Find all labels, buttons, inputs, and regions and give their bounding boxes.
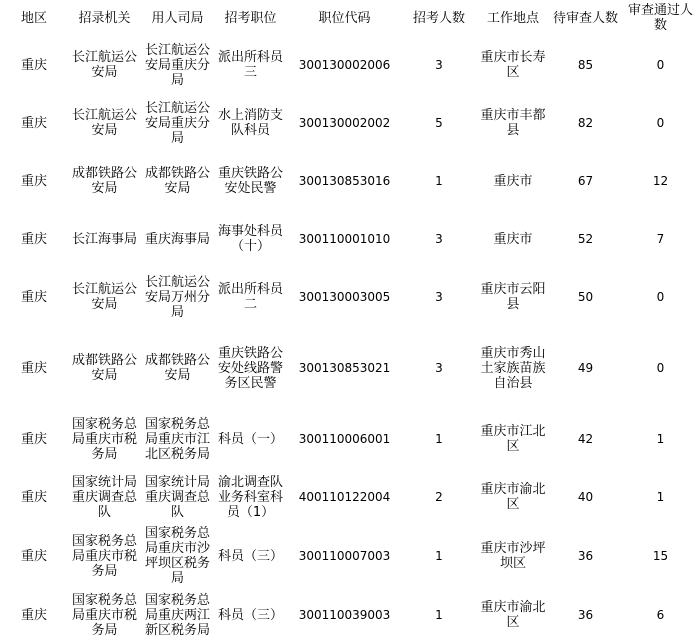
- cell-work-location: 重庆市江北区: [480, 424, 546, 454]
- cell-position: 科员（三）: [217, 607, 283, 623]
- header-position-code: 职位代码: [318, 10, 371, 26]
- cell-region: 重庆: [20, 607, 47, 623]
- cell-region: 重庆: [20, 115, 47, 131]
- header-position: 招考职位: [224, 10, 277, 26]
- cell-region: 重庆: [20, 173, 47, 189]
- cell-pending-count: 36: [577, 607, 594, 622]
- cell-quota: 3: [435, 360, 443, 375]
- cell-work-location: 重庆市渝北区: [480, 482, 546, 512]
- cell-recruiting-agency: 长江海事局: [71, 231, 137, 247]
- table-row: [0, 526, 700, 586]
- cell-position-code: 300130002006: [298, 57, 391, 72]
- cell-quota: 5: [435, 115, 443, 130]
- cell-work-location: 重庆市云阳县: [480, 282, 546, 312]
- cell-position-code: 300130853016: [298, 173, 391, 188]
- cell-position-code: 300130853021: [298, 360, 391, 375]
- cell-recruiting-agency: 国家统计局重庆调查总队: [71, 474, 137, 520]
- cell-hiring-department: 长江航运公安局万州分局: [144, 274, 210, 320]
- cell-hiring-department: 国家税务总局重庆市江北区税务局: [144, 416, 210, 462]
- cell-region: 重庆: [20, 548, 47, 564]
- cell-position-code: 300110006001: [298, 431, 391, 446]
- cell-pending-count: 82: [577, 115, 594, 130]
- table-row: [0, 468, 700, 526]
- cell-pending-count: 42: [577, 431, 594, 446]
- cell-region: 重庆: [20, 289, 47, 305]
- table-row: [0, 586, 700, 644]
- cell-quota: 3: [435, 57, 443, 72]
- cell-quota: 1: [435, 431, 443, 446]
- cell-position-code: 300110001010: [298, 231, 391, 246]
- cell-recruiting-agency: 长江航运公安局: [71, 50, 137, 80]
- table-row: [0, 210, 700, 268]
- cell-approved-count: 0: [656, 360, 665, 375]
- cell-hiring-department: 成都铁路公安局: [144, 166, 210, 196]
- cell-pending-count: 50: [577, 289, 594, 304]
- cell-pending-count: 85: [577, 57, 594, 72]
- cell-work-location: 重庆市: [493, 173, 533, 189]
- cell-work-location: 重庆市秀山土家族苗族自治县: [480, 345, 546, 391]
- header-hiring-department: 用人司局: [151, 10, 204, 26]
- cell-pending-count: 52: [577, 231, 594, 246]
- header-pending-count: 待审查人数: [552, 10, 618, 26]
- cell-quota: 3: [435, 289, 443, 304]
- cell-approved-count: 1: [656, 431, 665, 446]
- cell-hiring-department: 国家税务总局重庆两江新区税务局: [144, 592, 210, 638]
- cell-hiring-department: 长江航运公安局重庆分局: [144, 100, 210, 146]
- cell-work-location: 重庆市沙坪坝区: [480, 541, 546, 571]
- cell-recruiting-agency: 成都铁路公安局: [71, 353, 137, 383]
- cell-quota: 2: [435, 489, 443, 504]
- cell-recruiting-agency: 国家税务总局重庆市税务局: [71, 533, 137, 579]
- header-approved-count: 审查通过人数: [627, 3, 693, 33]
- cell-quota: 3: [435, 231, 443, 246]
- cell-position-code: 400110122004: [298, 489, 391, 504]
- cell-quota: 1: [435, 548, 443, 563]
- table-row: [0, 36, 700, 94]
- cell-quota: 1: [435, 173, 443, 188]
- cell-recruiting-agency: 国家税务总局重庆市税务局: [71, 592, 137, 638]
- cell-position: 水上消防支队科员: [217, 108, 283, 138]
- cell-recruiting-agency: 国家税务总局重庆市税务局: [71, 416, 137, 462]
- cell-region: 重庆: [20, 489, 47, 505]
- cell-work-location: 重庆市长寿区: [480, 50, 546, 80]
- cell-hiring-department: 成都铁路公安局: [144, 353, 210, 383]
- cell-approved-count: 6: [656, 607, 665, 622]
- cell-region: 重庆: [20, 57, 47, 73]
- cell-approved-count: 12: [652, 173, 669, 188]
- cell-pending-count: 49: [577, 360, 594, 375]
- cell-approved-count: 15: [652, 548, 669, 563]
- cell-work-location: 重庆市渝北区: [480, 600, 546, 630]
- cell-position: 重庆铁路公安处民警: [217, 166, 283, 196]
- cell-position-code: 300130003005: [298, 289, 391, 304]
- cell-hiring-department: 国家统计局重庆调查总队: [144, 474, 210, 520]
- cell-region: 重庆: [20, 360, 47, 376]
- cell-recruiting-agency: 长江航运公安局: [71, 282, 137, 312]
- table-row: [0, 268, 700, 326]
- cell-work-location: 重庆市: [493, 231, 533, 247]
- header-quota: 招考人数: [412, 10, 465, 26]
- cell-position: 派出所科员三: [217, 50, 283, 80]
- cell-approved-count: 1: [656, 489, 665, 504]
- cell-position-code: 300110007003: [298, 548, 391, 563]
- cell-hiring-department: 重庆海事局: [144, 231, 210, 247]
- cell-position-code: 300130002002: [298, 115, 391, 130]
- cell-region: 重庆: [20, 431, 47, 447]
- header-work-location: 工作地点: [486, 10, 539, 26]
- cell-position: 重庆铁路公安处线路警务区民警: [217, 345, 283, 391]
- cell-pending-count: 40: [577, 489, 594, 504]
- cell-approved-count: 7: [656, 231, 665, 246]
- table-row: [0, 94, 700, 152]
- cell-work-location: 重庆市丰都县: [480, 108, 546, 138]
- cell-pending-count: 67: [577, 173, 594, 188]
- table-row: [0, 410, 700, 468]
- cell-hiring-department: 国家税务总局重庆市沙坪坝区税务局: [144, 526, 210, 586]
- cell-position: 渝北调查队业务科室科员（1）: [217, 474, 283, 520]
- cell-position: 海事处科员（十）: [217, 224, 283, 254]
- header-recruiting-agency: 招录机关: [78, 10, 131, 26]
- cell-recruiting-agency: 成都铁路公安局: [71, 166, 137, 196]
- cell-approved-count: 0: [656, 57, 665, 72]
- cell-position: 科员（一）: [217, 431, 283, 447]
- header-region: 地区: [20, 10, 47, 26]
- cell-approved-count: 0: [656, 115, 665, 130]
- cell-position-code: 300110039003: [298, 607, 391, 622]
- cell-position: 派出所科员二: [217, 282, 283, 312]
- cell-recruiting-agency: 长江航运公安局: [71, 108, 137, 138]
- cell-approved-count: 0: [656, 289, 665, 304]
- cell-quota: 1: [435, 607, 443, 622]
- table-row: [0, 326, 700, 410]
- table-header-row: [0, 0, 700, 36]
- cell-hiring-department: 长江航运公安局重庆分局: [144, 42, 210, 88]
- table-row: [0, 152, 700, 210]
- cell-position: 科员（三）: [217, 548, 283, 564]
- cell-region: 重庆: [20, 231, 47, 247]
- cell-pending-count: 36: [577, 548, 594, 563]
